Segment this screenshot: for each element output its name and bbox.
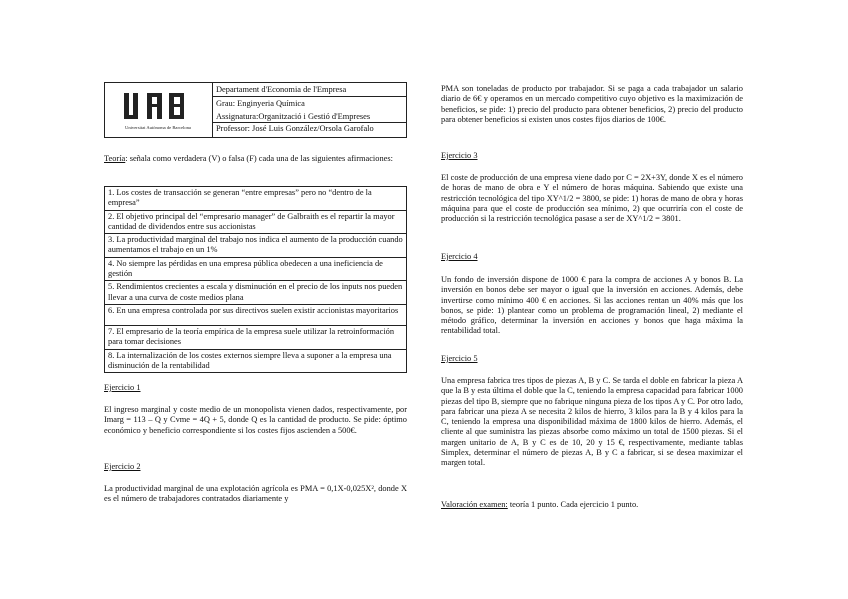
exercise-5-text: Una empresa fabrica tres tipos de piezas A, B y C. Se tarda el doble en fabricar la pieza A que la B y esta última el doble que la C, teniendo la empresa capacidad para fabricar 1000 piezas del tipo B, siempre que no fabrique ninguna pieza de los tipos A y C. Por otro lado, para fabricar una pieza A se necesita 2 kilos de hierro, 3 kilos para la B y 4 kilos para la C, teniendo la empresa una disponibilidad máxima de 1800 kilos de hierro. Además, el cliente al que suministra las piezas absorbe como máximo un total de 1500 piezas. Si el margen unitario de A, B y C es de 10, 20 y 15 €, respectivamente, mediante tablas Simplex, determinar el número de piezas A, B y C a fabricar, si se desea maximizar el margen total.	[441, 376, 743, 468]
theory-intro-text: : señala como verdadera (V) o falsa (F) cada una de las siguientes afirmaciones:	[125, 154, 393, 163]
theory-item-7: 7. El empresario de la teoría empírica de la empresa suele utilizar la retroinformación para tomar decisiones	[105, 326, 406, 350]
theory-item-8: 8. La internalización de los costes externos siempre lleva a suponer a la empresa una disminución de la rentabilidad	[108, 350, 392, 370]
university-logo	[105, 83, 213, 137]
theory-item-3: 3. La productividad marginal del trabajo nos indica el aumento de la producción cuando aumentamos el trabajo en un 1%	[105, 234, 406, 258]
exercise-1-text: El ingreso marginal y coste medio de un monopolista vienen dados, respectivamente, por Imarg = 113 – Q y Cvme = 4Q + 5, donde Q es la cantidad de producto. Se pide: óptimo económico y beneficio correspondiente si los costes fijos ascienden a 500€.	[104, 405, 407, 435]
department-cell: Departament d'Economia de l'Empresa	[213, 83, 406, 97]
theory-item-6: 6. En una empresa controlada por sus directivos suelen existir accionistas mayoritarios	[105, 305, 406, 326]
theory-item-4: 4. No siempre las pérdidas en una empresa pública obedecen a una ineficiencia de gestión	[105, 258, 406, 282]
professor-cell: Professor: José Luis González/Orsola Garofalo	[216, 124, 374, 133]
theory-table	[104, 186, 407, 373]
exercise-2-title: Ejercicio 2	[104, 462, 141, 471]
exercise-1-title: Ejercicio 1	[104, 383, 141, 392]
degree-text: Grau: Enginyeria Química	[216, 99, 305, 108]
theory-item-5: 5. Rendimientos crecientes a escala y disminución en el precio de los inputs nos pueden llevar a una curva de coste medios plana	[105, 281, 406, 305]
theory-item-2: 2. El objetivo principal del “empresario manager” de Galbraith es el repartir la mayor cantidad de dividendos entre sus accionistas	[105, 211, 406, 235]
svg-text:Universitat Autònoma de Barcel: Universitat Autònoma de Barcelona	[125, 125, 191, 130]
exercise-3-text: El coste de producción de una empresa viene dado por C = 2X+3Y, donde X es el número de horas de mano de obra e Y el número de horas máquina. Sabiendo que existe una restricción tecnológica del tipo XY^1/2 = 3800, se pide: 1) horas de mano de obra y horas máquina para que el coste de producción sea mínimo, 2) que ocurriría con el coste de producción si la restricción tecnológica pasase a ser de XY^1/2 = 3801.	[441, 173, 743, 224]
degree-subject-cell	[213, 97, 406, 123]
theory-intro	[104, 154, 407, 164]
exercise-4-title: Ejercicio 4	[441, 252, 478, 261]
exercise-4-text: Un fondo de inversión dispone de 1000 € para la compra de acciones A y bonos B. La inversión en bonos debe ser mayor o igual que la inversión en acciones. Además, debe invertirse como mínimo 400 € en acciones. Si las acciones rentan un 40% más que los bonos, se pide: 1) plantear como un problema de programación lineal, 2) mediante el método gráfico, determinar la inversión en acciones y bonos que haga máxima la rentabilidad total.	[441, 275, 743, 336]
exercise-3-title: Ejercicio 3	[441, 151, 478, 160]
theory-heading: Teoría	[104, 154, 126, 163]
valuation-line	[441, 500, 743, 510]
header-table	[104, 82, 407, 138]
exercise-2-text-part1: La productividad marginal de una explotación agrícola es PMA = 0,1X-0,025X², donde X es el número de trabajadores contratados diariamente y	[104, 484, 407, 504]
valuation-text: teoría 1 punto. Cada ejercicio 1 punto.	[507, 500, 639, 509]
theory-item-1: 1. Los costes de transacción se generan “entre empresas” pero no “dentro de la empresa”	[105, 187, 406, 211]
exercise-2-text-part2: PMA son toneladas de producto por trabajador. Si se paga a cada trabajador un salario diario de 6€ y operamos en un mercado competitivo cuyo objetivo es la maximización de beneficios, se pide: 1) precio del producto para obtener beneficios, 2) precio del producto para obtener beneficios si existen unos costes fijos diarios de 100€.	[441, 84, 743, 124]
uab-logo-icon	[105, 83, 212, 137]
valuation-label: Valoración examen:	[441, 500, 508, 509]
exercise-5-title: Ejercicio 5	[441, 354, 478, 363]
subject-text: Assignatura:Organització i Gestió d'Empreses	[216, 112, 371, 121]
